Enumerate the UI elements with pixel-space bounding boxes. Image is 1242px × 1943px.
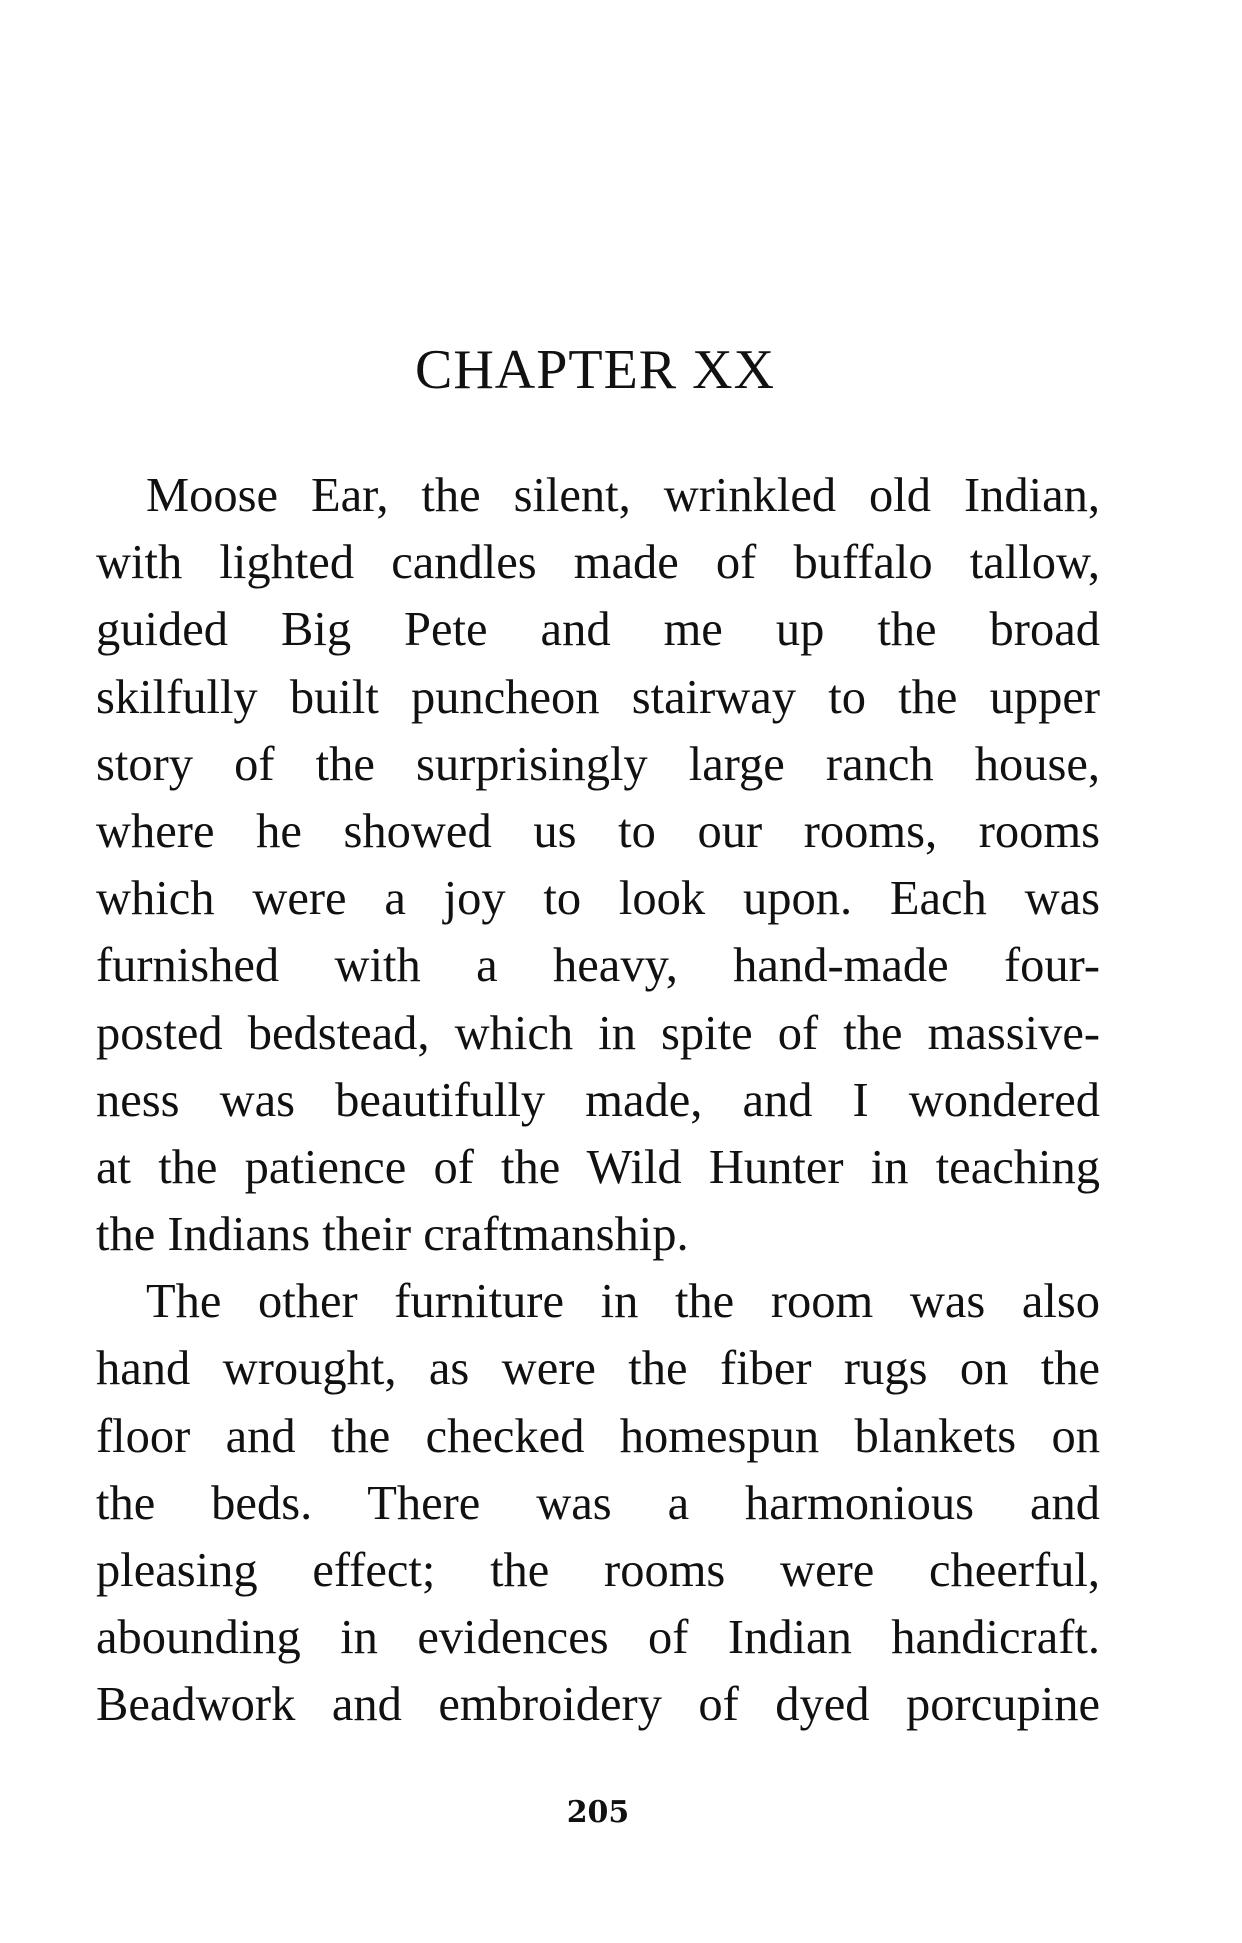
text-line: pleasing effect; the rooms were cheerful, [96, 1544, 1100, 1597]
text-line: hand wrought, as were the fiber rugs on the [96, 1342, 1100, 1396]
text-line: the Indians their craftmanship. [96, 1208, 689, 1262]
text-line: with lighted candles made of buffalo tallow, [96, 536, 1100, 590]
text-line: story of the surprisingly large ranch house, [96, 737, 1100, 791]
text-line: furnished with a heavy, hand-made four- [96, 939, 1100, 993]
text-line: posted bedstead, which in spite of the massive- [96, 1006, 1100, 1060]
body-text [96, 462, 1100, 1739]
text-line: ness was beautifully made, and I wondered [96, 1073, 1100, 1127]
text-line: Beadwork and embroidery of dyed porcupine [96, 1678, 1100, 1732]
text-line: skilfully built puncheon stairway to the upper [96, 670, 1100, 724]
text-line: The other furniture in the room was also [146, 1275, 1100, 1329]
chapter-title: CHAPTER XX [414, 339, 776, 401]
text-line: where he showed us to our rooms, rooms [96, 804, 1100, 858]
text-line: Moose Ear, the silent, wrinkled old Indian, [146, 469, 1100, 522]
text-line: which were a joy to look upon. Each was [96, 872, 1100, 926]
paragraph-2 [96, 1268, 1100, 1738]
text-line: at the patience of the Wild Hunter in teaching [96, 1140, 1100, 1194]
text-line: guided Big Pete and me up the broad [96, 603, 1100, 657]
text-line: floor and the checked homespun blankets on [96, 1409, 1100, 1463]
page-number: 205 [566, 1795, 630, 1830]
text-line: abounding in evidences of Indian handicraft. [96, 1611, 1100, 1665]
paragraph-1 [96, 462, 1100, 1268]
text-line: the beds. There was a harmonious and [96, 1476, 1100, 1530]
